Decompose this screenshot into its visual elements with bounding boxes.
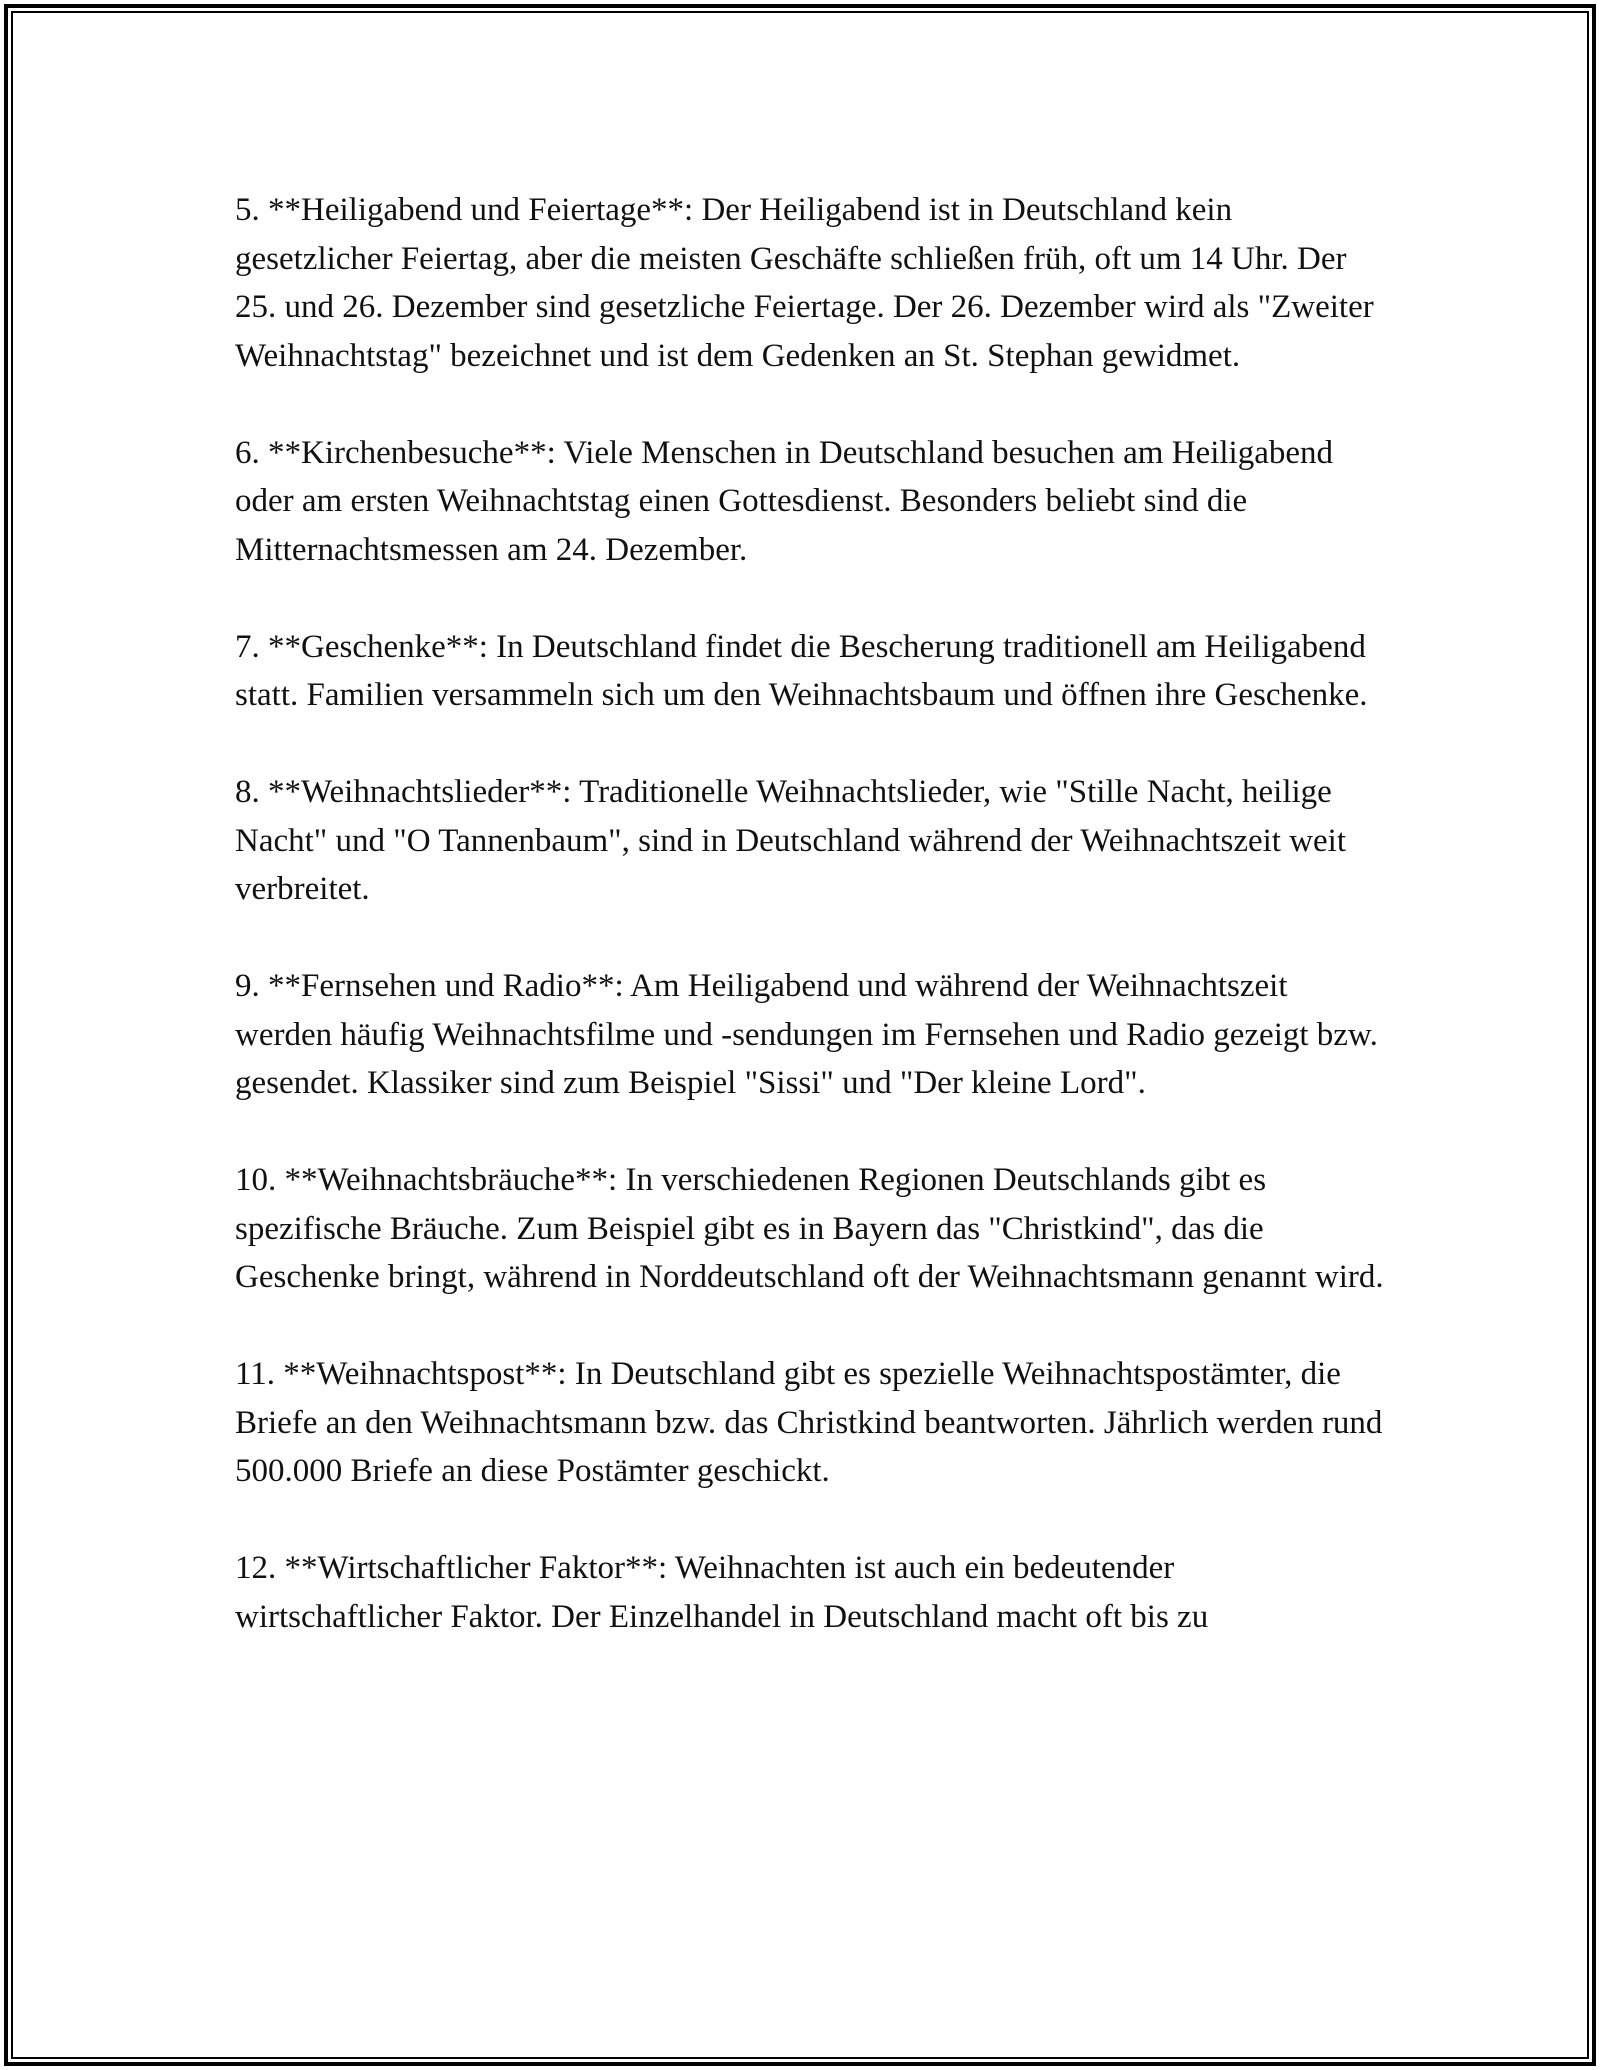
paragraph-weihnachtslieder: 8. **Weihnachtslieder**: Traditionelle Weihnachtslieder, wie "Stille Nacht, heilige Nacht" und "O Tannenbaum", sind in Deutschland während der Weihnachtszeit weit verbreitet. xyxy=(235,774,1347,907)
paragraph-heiligabend: 5. **Heiligabend und Feiertage**: Der Heiligabend ist in Deutschland kein gesetzlicher Feiertag, aber die meisten Geschäfte schließen früh, oft um 14 Uhr. Der 25. und 26. Dezember sind gesetzliche Feiertage. Der 26. Dezember wird als "Zweiter Weihnachtstag" bezeichnet und ist dem Gedenken an St. Stephan gewidmet. xyxy=(235,192,1374,374)
paragraph-fernsehen-radio: 9. **Fernsehen und Radio**: Am Heiligabend und während der Weihnachtszeit werden häufig Weihnachtsfilme und -sendungen im Fernsehen und Radio gezeigt bzw. gesendet. Klassiker sind zum Beispiel "Sissi" und "Der kleine Lord". xyxy=(235,968,1378,1101)
paragraph-weihnachtspost: 11. **Weihnachtspost**: In Deutschland gibt es spezielle Weihnachtspostämter, die Briefe an den Weihnachtsmann bzw. das Christkind beantworten. Jährlich werden rund 500.000 Briefe an diese Postämter geschickt. xyxy=(235,1356,1383,1489)
document-body xyxy=(235,186,1385,1641)
paragraph-weihnachtsbraeuche: 10. **Weihnachtsbräuche**: In verschiedenen Regionen Deutschlands gibt es spezifische Bräuche. Zum Beispiel gibt es in Bayern das "Christkind", das die Geschenke bringt, während in Norddeutschland oft der Weihnachtsmann genannt wird. xyxy=(235,1162,1384,1295)
paragraph-kirchenbesuche: 6. **Kirchenbesuche**: Viele Menschen in Deutschland besuchen am Heiligabend oder am ersten Weihnachtstag einen Gottesdienst. Besonders beliebt sind die Mitternachtsmessen am 24. Dezember. xyxy=(235,434,1333,568)
paragraph-wirtschaftlicher-faktor: 12. **Wirtschaftlicher Faktor**: Weihnachten ist auch ein bedeutender wirtschaftlicher Faktor. Der Einzelhandel in Deutschland macht oft bis zu xyxy=(235,1550,1209,1635)
paragraph-geschenke: 7. **Geschenke**: In Deutschland findet die Bescherung traditionell am Heiligabend statt. Familien versammeln sich um den Weihnachtsbaum und öffnen ihre Geschenke. xyxy=(235,628,1368,713)
